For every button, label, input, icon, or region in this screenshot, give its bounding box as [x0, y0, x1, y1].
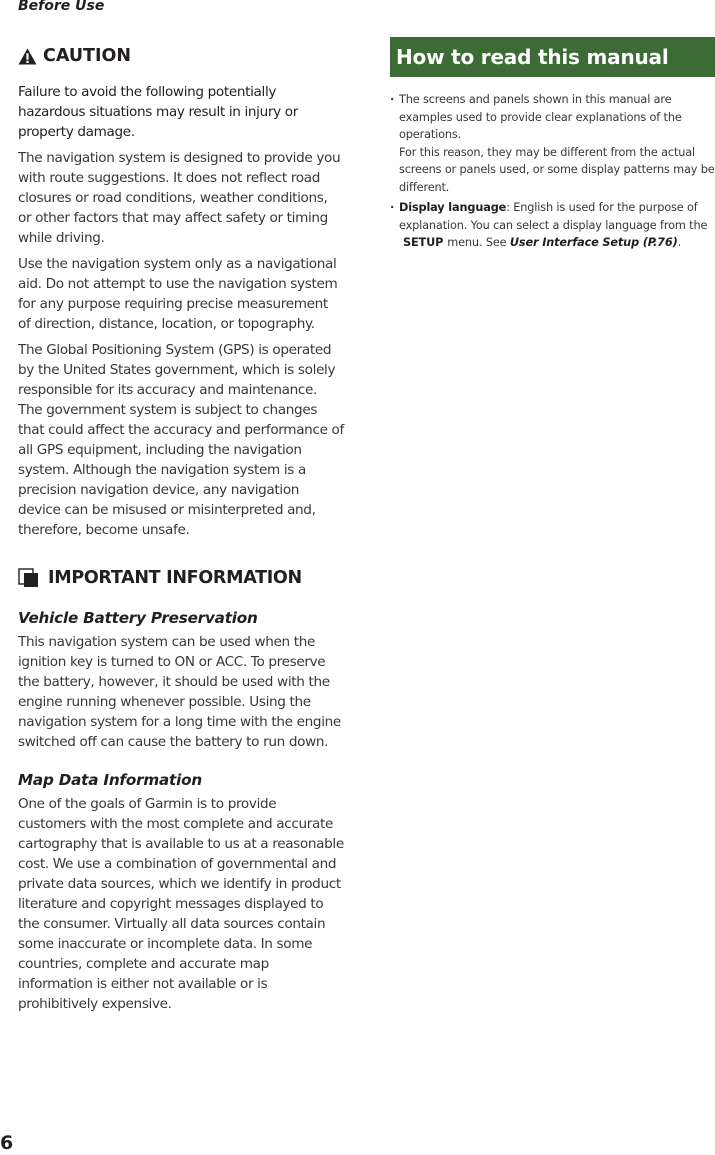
bullet-text: The screens and panels shown in this manual are examples used to provide clear explanations of the operations.: [399, 93, 682, 141]
important-heading: [18, 566, 344, 590]
left-column: [18, 44, 344, 1014]
display-language-term: Display language: [399, 201, 507, 214]
list-item: [390, 199, 715, 252]
bullet-text: menu. See: [447, 236, 507, 249]
caution-title: CAUTION: [43, 46, 132, 66]
running-header: Before Use: [18, 0, 105, 14]
important-title: IMPORTANT INFORMATION: [48, 568, 302, 588]
setup-key-label: SETUP: [403, 236, 444, 249]
manual-bullet-list: [390, 91, 715, 252]
battery-heading: Vehicle Battery Preservation: [18, 609, 258, 627]
battery-text: This navigation system can be used when the ignition key is turned to ON or ACC. To preserve the battery, however, it should be used with the engine running whenever possible. Using the navigation system for a long time with the engine switched off can cause the battery to run down.: [18, 634, 341, 750]
caution-paragraph: The navigation system is designed to provide you with route suggestions. It does not reflect road closures or road conditions, weather conditions, or other factors that may affect safety or timing while driving.: [18, 150, 341, 246]
note-square-icon: [18, 568, 40, 588]
warning-triangle-icon: [18, 48, 37, 65]
caution-paragraph: The Global Positioning System (GPS) is operated by the United States government, which is solely responsible for its accuracy and maintenance. The government system is subject to changes that could affect the accuracy and performance of all GPS equipment, including the navigation system. Although the navigation system is a precision navigation device, any navigation device can be misused or misinterpreted and, therefore, become unsafe.: [18, 342, 344, 538]
map-data-text: One of the goals of Garmin is to provide customers with the most complete and accurate cartography that is available to us at a reasonable cost. We use a combination of governmental and private data sources, which we identify in product literature and copyright messages displayed to the consumer. Virtually all data sources contain some inaccurate or incomplete data. In some countries, complete and accurate map information is either not available or is prohibitively expensive.: [18, 796, 344, 1012]
map-data-heading: Map Data Information: [18, 771, 202, 789]
caution-heading: [18, 44, 344, 68]
page-number: 6: [0, 1132, 14, 1154]
bullet-text: For this reason, they may be different from the actual screens or panels used, or some display patterns may be different.: [399, 145, 715, 194]
caution-paragraph: Use the navigation system only as a navigational aid. Do not attempt to use the navigation system for any purpose requiring precise measurement of direction, distance, location, or topography.: [18, 256, 338, 332]
bullet-text: .: [677, 236, 682, 249]
bullet-text: : English is used for the purpose of explanation. You can select a display language from the: [399, 201, 708, 232]
list-item: [390, 91, 715, 196]
section-title-bar: How to read this manual: [390, 37, 715, 77]
cross-reference-link[interactable]: User Interface Setup (P.76): [509, 236, 678, 249]
right-column: [390, 37, 715, 255]
caution-lead: Failure to avoid the following potentially hazardous situations may result in injury or property damage.: [18, 84, 298, 140]
